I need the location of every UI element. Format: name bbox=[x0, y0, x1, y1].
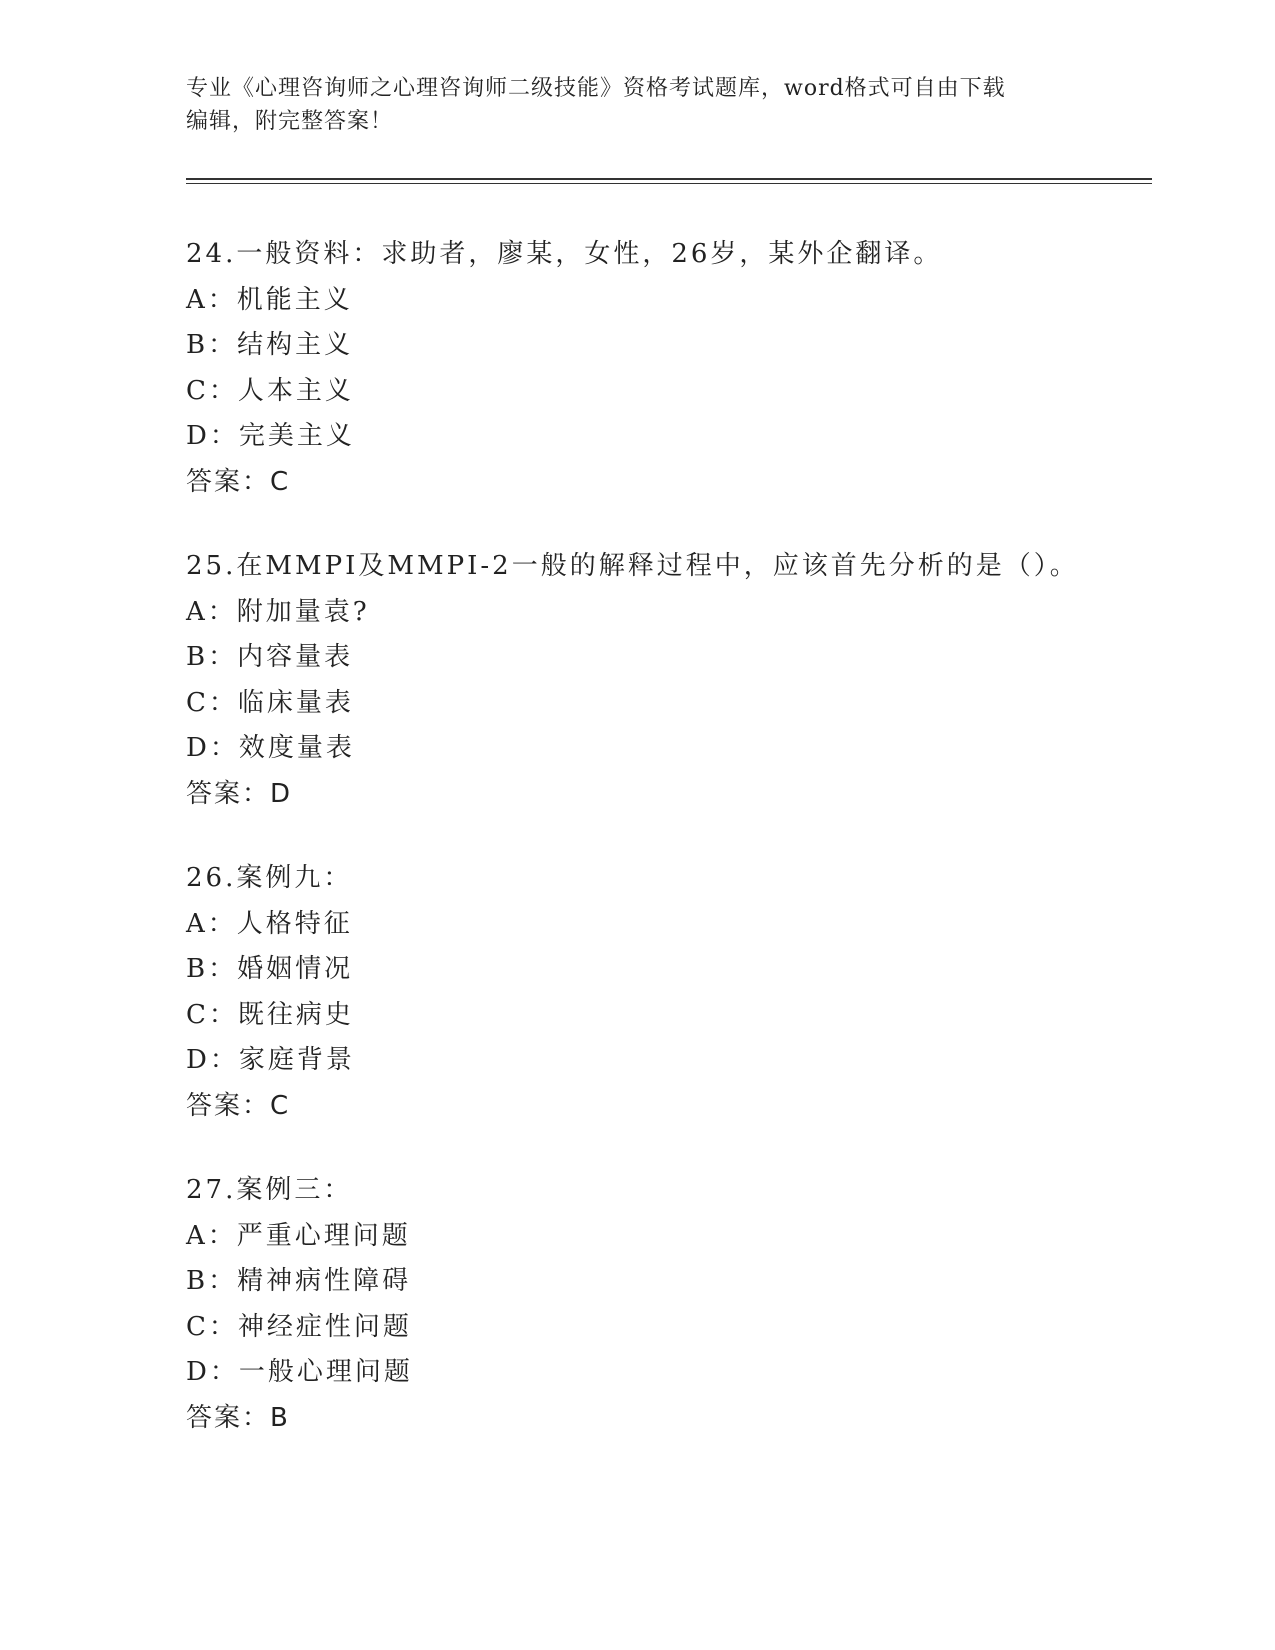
option-d: D：完美主义 bbox=[186, 421, 355, 451]
question-24 bbox=[186, 232, 1146, 505]
option-b: B：内容量表 bbox=[186, 642, 354, 672]
option-c: C：既往病史 bbox=[186, 999, 354, 1030]
header-line-2: 编辑，附完整答案！ bbox=[186, 109, 394, 134]
option-c: C：神经症性问题 bbox=[186, 1311, 412, 1342]
answer-line: 答案：C bbox=[186, 466, 291, 497]
option-b: B：精神病性障碍 bbox=[186, 1266, 412, 1296]
document-header bbox=[186, 72, 1086, 138]
option-c: C：临床量表 bbox=[186, 687, 354, 718]
question-26 bbox=[186, 856, 1146, 1129]
option-d: D：一般心理问题 bbox=[186, 1357, 413, 1387]
question-stem: 24.一般资料：求助者，廖某，女性，26岁，某外企翻译。 bbox=[186, 239, 943, 269]
option-a: A：严重心理问题 bbox=[186, 1220, 411, 1251]
option-a: A：附加量袁? bbox=[186, 596, 370, 627]
header-divider-thin bbox=[186, 183, 1152, 184]
question-stem: 26.案例九： bbox=[186, 863, 353, 893]
answer-line: 答案：B bbox=[186, 1402, 290, 1433]
question-stem: 27.案例三： bbox=[186, 1175, 353, 1205]
question-25 bbox=[186, 544, 1146, 817]
answer-line: 答案：D bbox=[186, 778, 293, 809]
option-a: A：人格特征 bbox=[186, 908, 353, 939]
option-d: D：效度量表 bbox=[186, 733, 355, 763]
option-c: C：人本主义 bbox=[186, 375, 354, 406]
question-stem: 25.在MMPI及MMPI-2一般的解释过程中，应该首先分析的是（）。 bbox=[186, 551, 1079, 581]
question-list bbox=[186, 232, 1146, 1480]
header-divider-thick bbox=[186, 178, 1152, 180]
question-27 bbox=[186, 1168, 1146, 1441]
option-d: D：家庭背景 bbox=[186, 1045, 355, 1075]
option-b: B：婚姻情况 bbox=[186, 954, 354, 984]
header-line-1: 专业《心理咨询师之心理咨询师二级技能》资格考试题库，word格式可自由下载 bbox=[186, 76, 1006, 101]
option-b: B：结构主义 bbox=[186, 330, 354, 360]
answer-line: 答案：C bbox=[186, 1090, 291, 1121]
option-a: A：机能主义 bbox=[186, 284, 353, 315]
